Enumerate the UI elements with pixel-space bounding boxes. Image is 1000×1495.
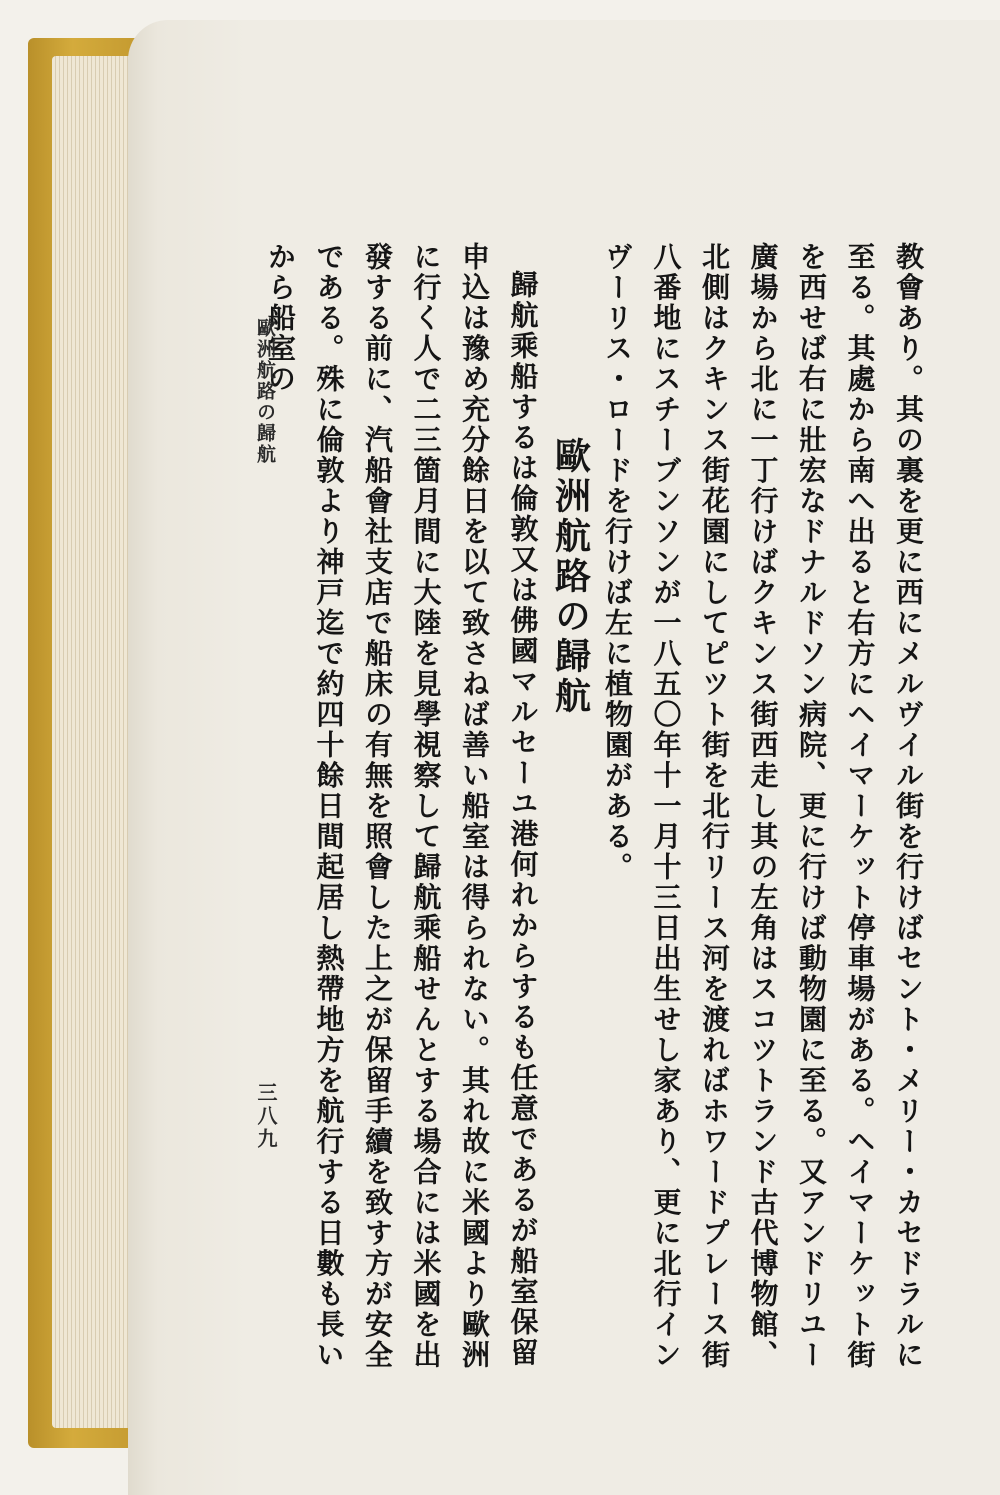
page-edges xyxy=(52,56,134,1428)
section-heading: 歐洲航路の歸航 xyxy=(549,437,591,717)
body-text xyxy=(256,242,933,1392)
paragraph-return-voyage: 歸航乘船するは倫敦又は佛國マルセーユ港何れからするも任意であるが船室保留申込は豫め充分餘日を以て致さねば善い船室は得られない。其れ故に米國より歐洲に行く人で二三箇月間に大陸を見學視察して歸航乘船せんとする場合には米國を出發する前に、汽船會社支店で船床の有無を照會した上之が保留手續を致す方が安全である。殊に倫敦より神戸迄で約四十餘日間起居し熱帶地方を航行する日數も長いから船室の xyxy=(264,242,540,1371)
running-head: 歐洲航路の歸航 xyxy=(254,318,276,465)
paragraph-edinburgh: 教會あり。其の裏を更に西にメルヴイル街を行けばセント・メリー・カセドラルに至る。其處から南へ出ると右方にヘイマーケット停車場がある。ヘイマーケット街を西せば右に壯宏なドナルドソン病院、更に行けば動物園に至る。又アンドリユー廣場から北に一丁行けばクキンス街西走し其の左角はスコツトランド古代博物館、北側はクキンス街花園にしてピツト街を北行リース河を渡ればホワードプレース街八番地にスチーブンソンが一八五〇年十一月十三日出生せし家あり、更に北行インヴーリス・ロードを行けば左に植物園がある。 xyxy=(601,242,925,1371)
page-number: 三八九 xyxy=(254,1082,278,1151)
